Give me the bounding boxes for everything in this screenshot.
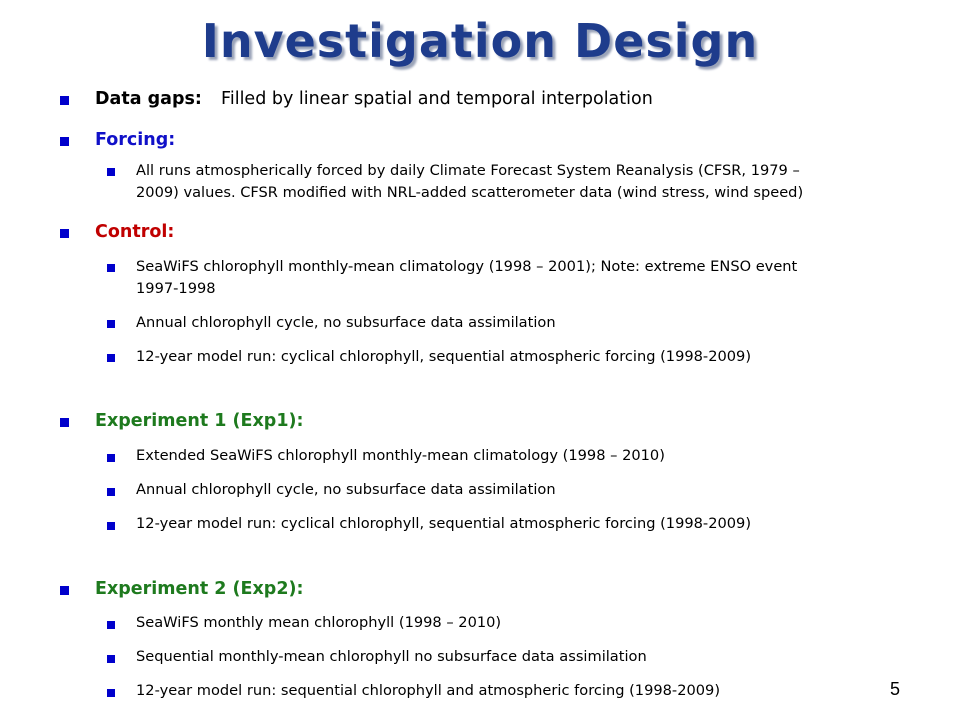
sub-bullet-icon	[107, 168, 115, 176]
exp2-item3: 12-year model run: sequential chlorophyll and atmospheric forcing (1998-2009)	[136, 682, 721, 699]
bullet-icon	[60, 586, 69, 595]
sub-bullet-icon	[107, 488, 115, 496]
data-gaps-line	[95, 89, 653, 109]
sub-bullet-icon	[107, 320, 115, 328]
exp1-item1: Extended SeaWiFS chlorophyll monthly-mean climatology (1998 – 2010)	[136, 447, 665, 464]
data-gaps-label: Data gaps:	[95, 89, 202, 109]
exp2-item1: SeaWiFS monthly mean chlorophyll (1998 – 2010)	[136, 614, 502, 631]
forcing-text-line1: All runs atmospherically forced by daily Climate Forecast System Reanalysis (CFSR, 1979 –	[136, 162, 800, 179]
exp1-label: Experiment 1 (Exp1):	[95, 411, 304, 431]
data-gaps-text: Filled by linear spatial and temporal interpolation	[221, 89, 653, 109]
control-item3: 12-year model run: cyclical chlorophyll, sequential atmospheric forcing (1998-2009)	[136, 348, 752, 365]
sub-bullet-icon	[107, 454, 115, 462]
exp2-item2: Sequential monthly-mean chlorophyll no subsurface data assimilation	[136, 648, 647, 665]
page-number: 5	[890, 679, 901, 699]
sub-bullet-icon	[107, 264, 115, 272]
control-label: Control:	[95, 222, 175, 242]
exp1-item3: 12-year model run: cyclical chlorophyll, sequential atmospheric forcing (1998-2009)	[136, 515, 752, 532]
sub-bullet-icon	[107, 621, 115, 629]
exp1-item2: Annual chlorophyll cycle, no subsurface data assimilation	[136, 481, 556, 498]
control-item2: Annual chlorophyll cycle, no subsurface data assimilation	[136, 314, 556, 331]
bullet-icon	[60, 96, 69, 105]
forcing-text-line2: 2009) values. CFSR modified with NRL-added scatterometer data (wind stress, wind speed)	[136, 184, 804, 201]
exp2-label: Experiment 2 (Exp2):	[95, 579, 304, 599]
forcing-label: Forcing:	[95, 130, 176, 150]
sub-bullet-icon	[107, 522, 115, 530]
bullet-icon	[60, 418, 69, 427]
sub-bullet-icon	[107, 655, 115, 663]
bullet-icon	[60, 137, 69, 146]
sub-bullet-icon	[107, 354, 115, 362]
control-item1-line1: SeaWiFS chlorophyll monthly-mean climatology (1998 – 2001); Note: extreme ENSO event	[136, 258, 798, 275]
sub-bullet-icon	[107, 689, 115, 697]
slide-title: Investigation Design	[201, 14, 759, 68]
control-item1-line2: 1997-1998	[136, 280, 216, 297]
bullet-icon	[60, 229, 69, 238]
